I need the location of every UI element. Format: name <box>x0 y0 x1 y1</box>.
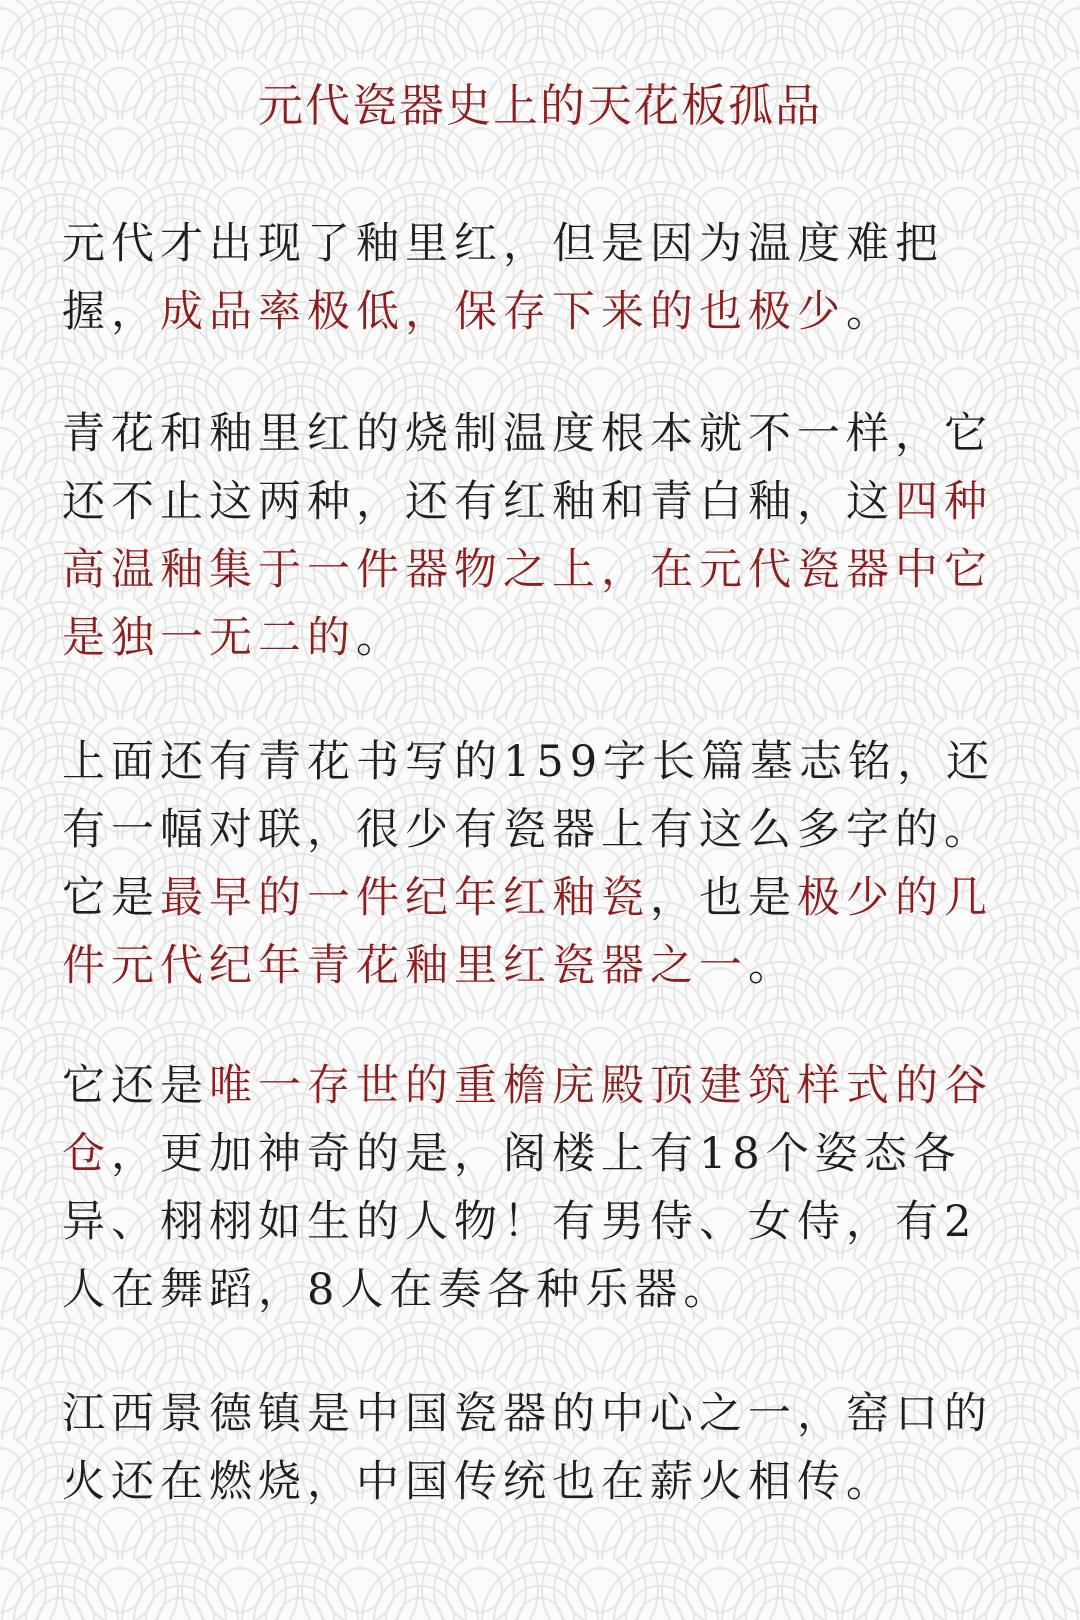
paragraph-text: ，更加神奇的是，阁楼上有18个姿态各异、栩栩如生的人物！有男侍、女侍，有2人在舞蹈，8人在奏各种乐器。 <box>62 1129 978 1315</box>
highlighted-text: 唯一存世的重檐庑殿顶建筑样式的谷仓 <box>62 1061 993 1179</box>
paragraph-1 <box>62 210 1020 346</box>
page-title: 元代瓷器史上的天花板孤品 <box>257 79 822 132</box>
paragraph-2 <box>62 400 1020 672</box>
highlighted-text: 极少的几件元代纪年青花釉里红瓷器之一 <box>62 873 993 991</box>
paragraph-5 <box>62 1380 1020 1516</box>
highlighted-text: 四种高温釉集于一件器物之上，在元代瓷器中它是独一无二的 <box>62 477 993 663</box>
paragraph-text: 青花和釉里红的烧制温度根本就不一样，它还不止这两种，还有红釉和青白釉，这 <box>62 409 993 527</box>
paragraph-3 <box>62 728 1020 1000</box>
paragraph-text: 元代才出现了釉里红，但是因为温度难把握， <box>62 219 944 337</box>
paragraph-4 <box>62 1052 1020 1324</box>
paragraph-text: 。 <box>356 613 405 663</box>
paragraph-text: 江西景德镇是中国瓷器的中心之一，窑口的火还在燃烧，中国传统也在薪火相传。 <box>62 1389 993 1507</box>
paragraph-text: 它还是 <box>62 1061 209 1111</box>
highlighted-text: 成品率极低，保存下来的也极少 <box>160 287 846 337</box>
paragraph-text: 。 <box>846 287 895 337</box>
paragraph-text: 上面还有青花书写的159字长篇墓志铭，还有一幅对联，很少有瓷器上有这么多字的。它是 <box>62 737 996 923</box>
paragraph-text: ，也是 <box>650 873 797 923</box>
paragraph-text: 。 <box>748 941 797 991</box>
highlighted-text: 最早的一件纪年红釉瓷 <box>160 873 650 923</box>
